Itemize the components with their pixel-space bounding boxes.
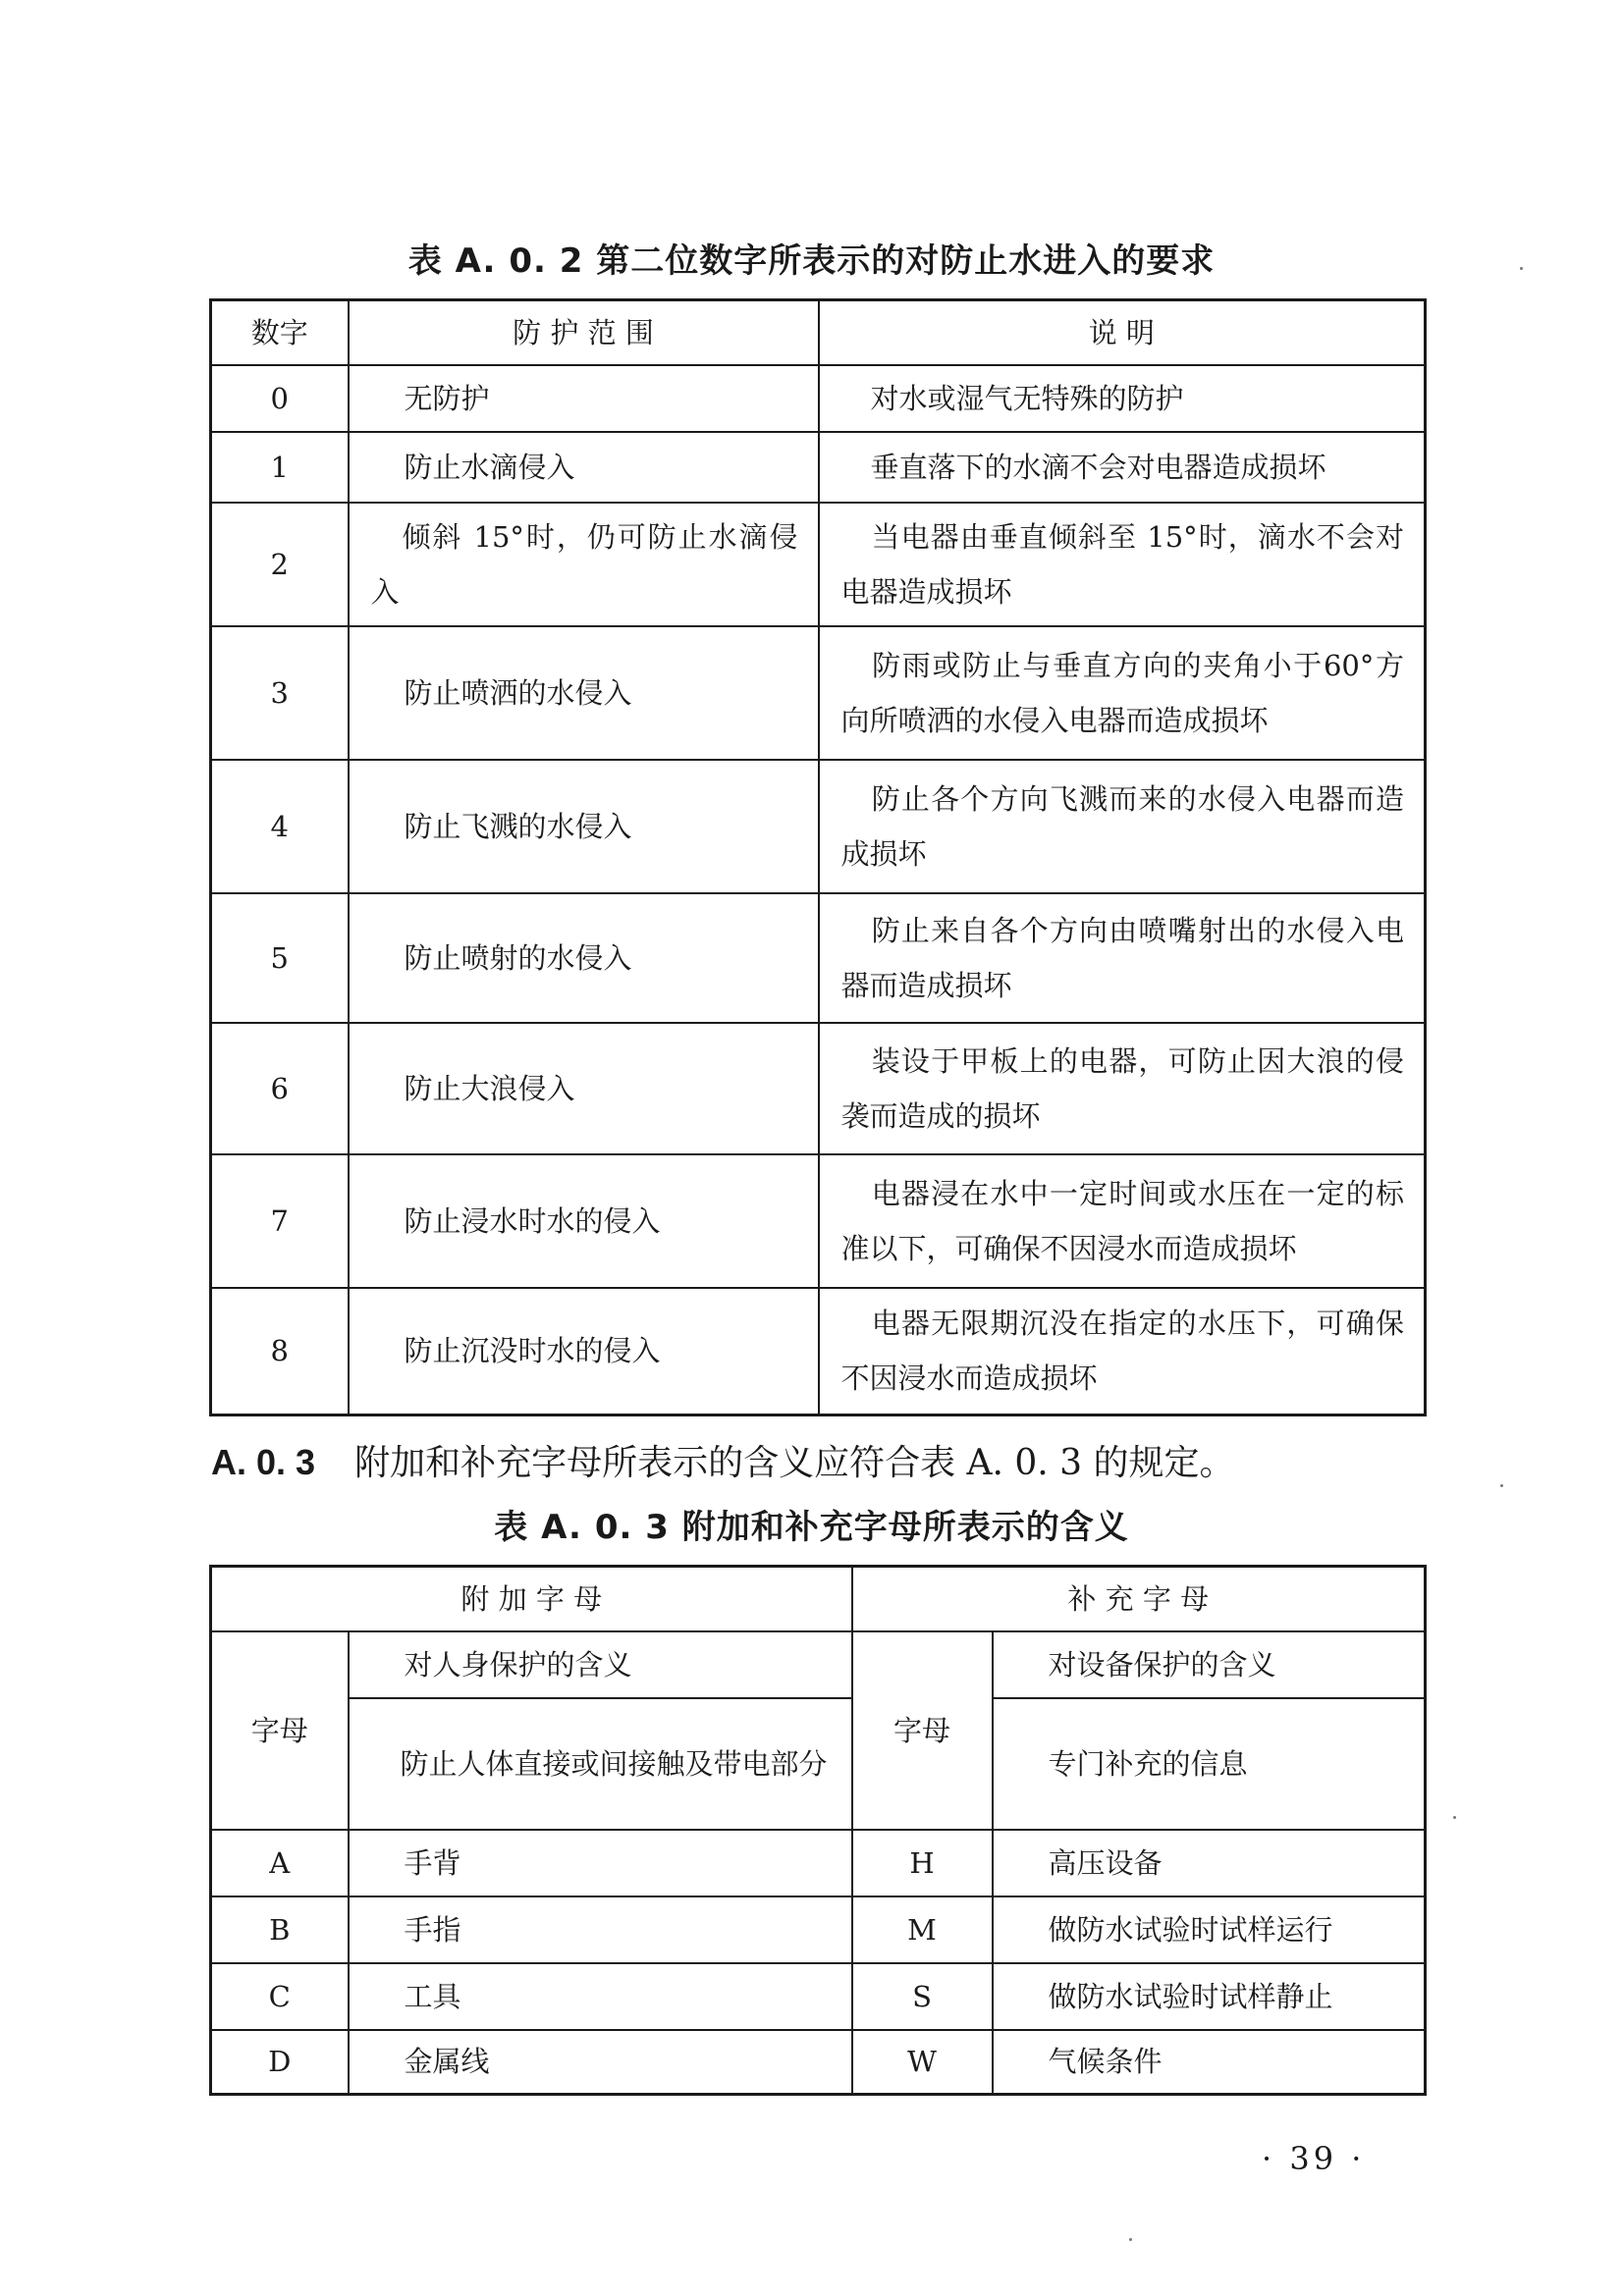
table-row	[211, 1023, 1426, 1154]
table-a03	[209, 1565, 1427, 2096]
row-number: 1	[211, 432, 349, 503]
row-number: 8	[211, 1288, 349, 1415]
row-number: 2	[211, 503, 349, 626]
row-description: 当电器由垂直倾斜至 15°时，滴水不会对电器造成损坏	[819, 503, 1426, 626]
header-number: 数字	[211, 300, 349, 365]
scan-speck	[1500, 1484, 1503, 1487]
clause-a03	[211, 1435, 1429, 1485]
row-scope: 无防护	[349, 365, 819, 432]
row-description: 垂直落下的水滴不会对电器造成损坏	[819, 432, 1426, 503]
additional-meaning: 工具	[349, 1963, 852, 2030]
supplementary-letter: M	[852, 1896, 993, 1963]
supplementary-meaning: 气候条件	[993, 2030, 1426, 2095]
additional-meaning: 金属线	[349, 2030, 852, 2095]
row-description: 装设于甲板上的电器，可防止因大浪的侵袭而造成的损坏	[819, 1023, 1426, 1154]
scan-speck	[1453, 1816, 1456, 1819]
table-row	[211, 760, 1426, 893]
row-scope: 防止喷洒的水侵入	[349, 626, 819, 760]
row-scope: 防止飞溅的水侵入	[349, 760, 819, 893]
subheader-row	[211, 1631, 1426, 1698]
table-row	[211, 503, 1426, 626]
table-row	[211, 1963, 1426, 2030]
scan-speck	[1129, 2238, 1132, 2241]
letter-label-left: 字母	[211, 1631, 349, 1830]
row-scope: 倾斜 15°时，仍可防止水滴侵入	[349, 503, 819, 626]
row-number: 4	[211, 760, 349, 893]
page-number: · 39 ·	[1262, 2140, 1366, 2177]
additional-letter: B	[211, 1896, 349, 1963]
table-row	[211, 626, 1426, 760]
group-header-row	[211, 1567, 1426, 1631]
row-scope: 防止水滴侵入	[349, 432, 819, 503]
row-description: 防止来自各个方向由喷嘴射出的水侵入电器而造成损坏	[819, 893, 1426, 1023]
special-supplementary-info: 专门补充的信息	[993, 1698, 1426, 1830]
row-number: 3	[211, 626, 349, 760]
table-a02-caption: 表 A. 0. 2 第二位数字所表示的对防止水进入的要求	[407, 241, 1216, 281]
table-row	[211, 1288, 1426, 1415]
table-row	[211, 1896, 1426, 1963]
row-number: 0	[211, 365, 349, 432]
personal-protection-meaning: 对人身保护的含义	[349, 1631, 852, 1698]
header-scope: 防 护 范 围	[349, 300, 819, 365]
row-description: 对水或湿气无特殊的防护	[819, 365, 1426, 432]
clause-number: A. 0. 3	[211, 1442, 316, 1482]
header-description: 说 明	[819, 300, 1426, 365]
additional-letters-header: 附 加 字 母	[211, 1567, 852, 1631]
clause-text: 附加和补充字母所表示的含义应符合表 A. 0. 3 的规定。	[354, 1443, 1235, 1483]
row-scope: 防止沉没时水的侵入	[349, 1288, 819, 1415]
supplementary-meaning: 做防水试验时试样运行	[993, 1896, 1426, 1963]
additional-letter: A	[211, 1830, 349, 1896]
subheader-row	[211, 1698, 1426, 1830]
table-header-row	[211, 300, 1426, 365]
row-description: 防雨或防止与垂直方向的夹角小于60°方向所喷洒的水侵入电器而造成损坏	[819, 626, 1426, 760]
supplementary-letter: S	[852, 1963, 993, 2030]
table-row	[211, 2030, 1426, 2095]
row-scope: 防止大浪侵入	[349, 1023, 819, 1154]
table-row	[211, 1830, 1426, 1896]
additional-meaning: 手背	[349, 1830, 852, 1896]
row-description: 电器无限期沉没在指定的水压下，可确保不因浸水而造成损坏	[819, 1288, 1426, 1415]
table-row	[211, 432, 1426, 503]
table-a02	[209, 298, 1427, 1416]
table-row	[211, 365, 1426, 432]
table-a03-caption: 表 A. 0. 3 附加和补充字母所表示的含义	[494, 1508, 1129, 1547]
contact-prevention-meaning: 防止人体直接或间接触及带电部分	[349, 1698, 852, 1830]
supplementary-letters-header: 补 充 字 母	[852, 1567, 1426, 1631]
row-number: 7	[211, 1154, 349, 1288]
additional-letter: D	[211, 2030, 349, 2095]
table-row	[211, 893, 1426, 1023]
table-row	[211, 1154, 1426, 1288]
row-description: 防止各个方向飞溅而来的水侵入电器而造成损坏	[819, 760, 1426, 893]
row-number: 6	[211, 1023, 349, 1154]
additional-meaning: 手指	[349, 1896, 852, 1963]
supplementary-meaning: 高压设备	[993, 1830, 1426, 1896]
row-description: 电器浸在水中一定时间或水压在一定的标准以下，可确保不因浸水而造成损坏	[819, 1154, 1426, 1288]
supplementary-letter: W	[852, 2030, 993, 2095]
supplementary-meaning: 做防水试验时试样静止	[993, 1963, 1426, 2030]
letter-label-right: 字母	[852, 1631, 993, 1830]
row-number: 5	[211, 893, 349, 1023]
row-scope: 防止浸水时水的侵入	[349, 1154, 819, 1288]
row-scope: 防止喷射的水侵入	[349, 893, 819, 1023]
scan-speck	[1520, 267, 1523, 270]
supplementary-letter: H	[852, 1830, 993, 1896]
equipment-protection-meaning: 对设备保护的含义	[993, 1631, 1426, 1698]
additional-letter: C	[211, 1963, 349, 2030]
